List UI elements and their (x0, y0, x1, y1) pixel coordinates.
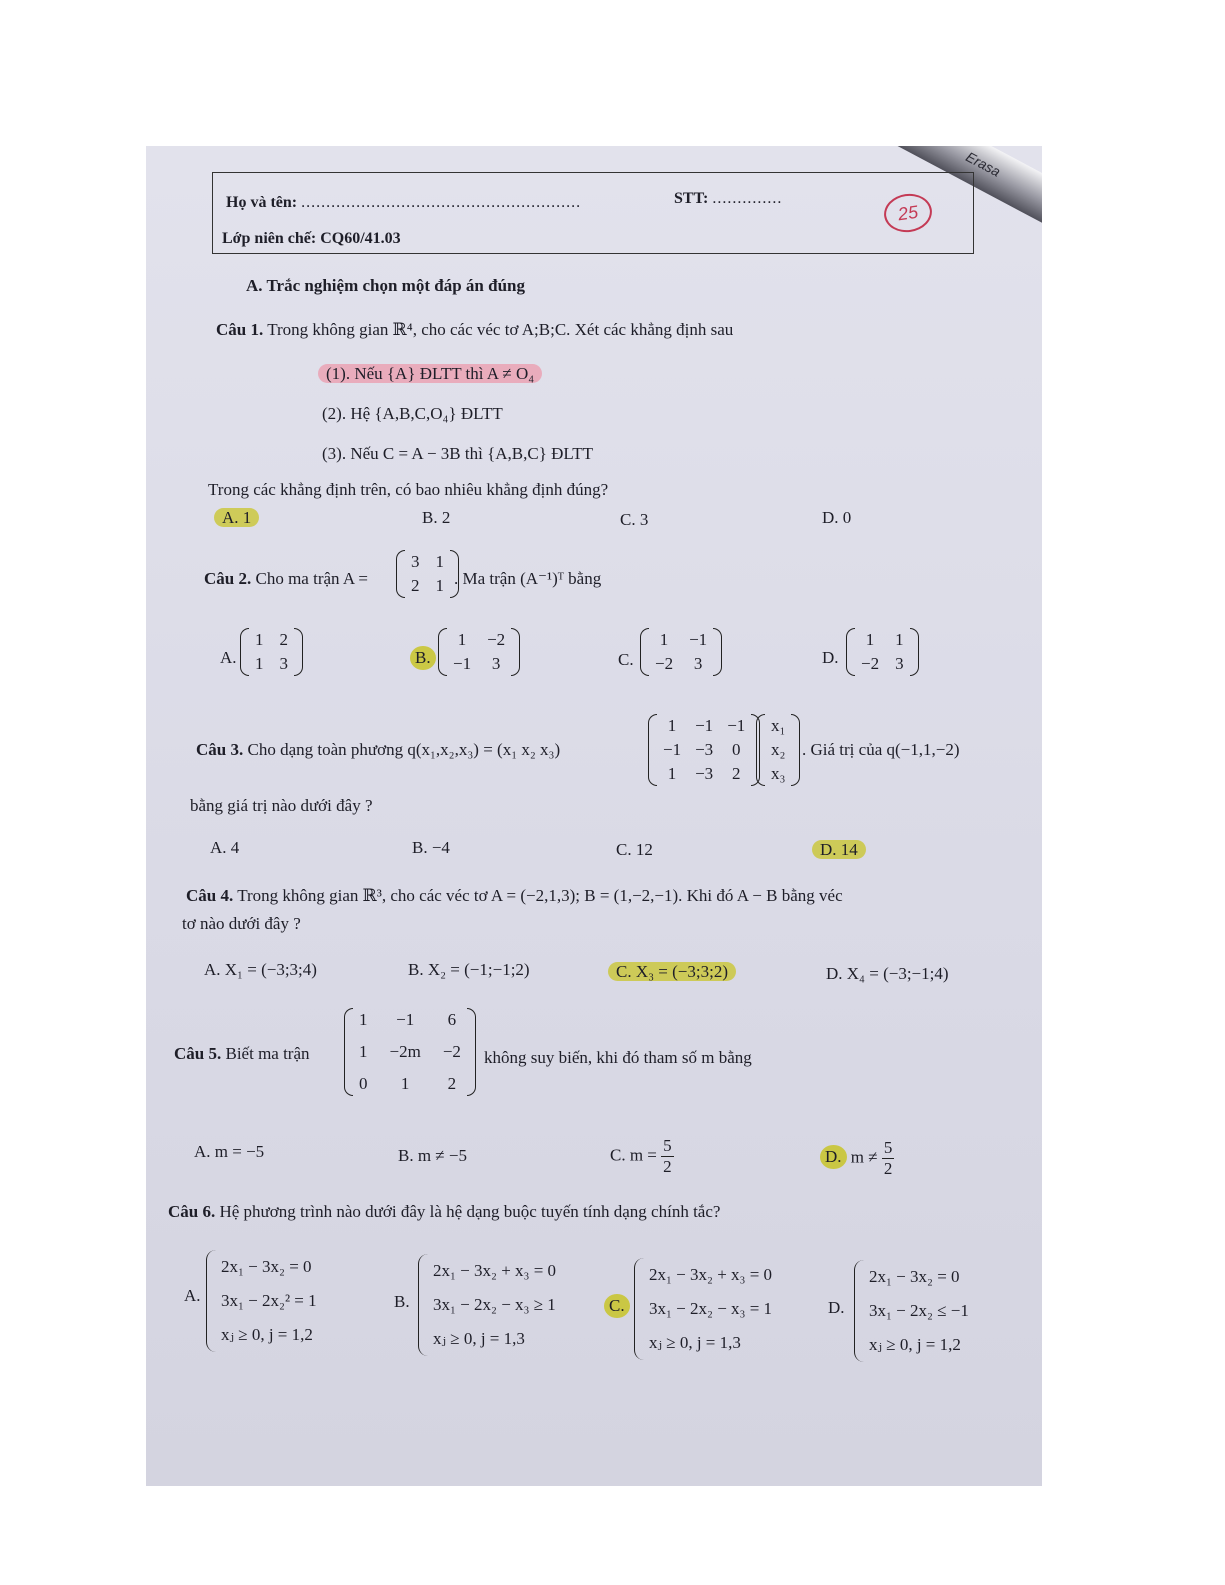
q2-matrix-a: 3 1 2 1 (396, 550, 459, 598)
q5-option-d (820, 1138, 894, 1179)
q2-option-a-label: A. (220, 648, 237, 667)
name-dots: ........................................................ (301, 194, 582, 211)
q2-option-c-label: C. (618, 650, 634, 669)
q5-text-1: Biết ma trận (225, 1044, 310, 1063)
q6-option-d-system: 2x₁ − 3x₂ = 0 3x₁ − 2x₂ ≤ −1 xⱼ ≥ 0, j = 1,2 (854, 1260, 969, 1362)
q3-vector: x₁ x₂ x₃ (756, 714, 800, 786)
q4-option-a: A. X₁ = (−3;3;4) (204, 960, 317, 979)
question-4 (186, 886, 843, 906)
q2-text-1: Cho ma trận A = (255, 569, 369, 588)
q3-text-1: Cho dạng toàn phương q(x₁,x₂,x₃) = (x₁ x₂ x₃) (247, 740, 561, 759)
question-2 (204, 569, 368, 589)
q1-statement-3: (3). Nếu C = A − 3B thì {A,B,C} ĐLTT (322, 444, 593, 463)
q3-option-c: C. 12 (616, 840, 653, 859)
section-title: A. Trắc nghiệm chọn một đáp án đúng (246, 276, 525, 295)
q6-option-c-label (604, 1294, 630, 1318)
name-field (226, 194, 581, 212)
q1-option-d: D. 0 (822, 508, 852, 527)
stt-dots: .............. (712, 190, 783, 207)
q2-option-c-matrix: 1 −1 −2 3 (640, 628, 722, 676)
q5-label: Câu 5. (174, 1044, 222, 1063)
q6-option-c-system: 2x₁ − 3x₂ + x₃ = 0 3x₁ − 2x₂ − x₃ = 1 xⱼ ≥ 0, j = 1,3 (634, 1258, 772, 1360)
q5-matrix: 1 −1 6 1 −2m −2 0 1 2 (344, 1008, 476, 1096)
q1-statement-1-text: (1). Nếu {A} ĐLTT thì A ≠ O₄ (318, 364, 542, 383)
q6-label: Câu 6. (168, 1202, 216, 1221)
stt-label: STT: (674, 190, 709, 207)
q3-text-2: . Giá trị của q(−1,1,−2) (802, 740, 960, 759)
q1-label: Câu 1. (216, 320, 264, 339)
q3-option-b: B. −4 (412, 838, 450, 857)
q5-option-d-fraction: $\frac{5}{2}$ (883, 1138, 893, 1178)
q1-text: Trong không gian ℝ⁴, cho các véc tơ A;B;C. Xét các khẳng định sau (267, 320, 734, 339)
q4-option-c (608, 962, 736, 982)
q2-option-d-label: D. (822, 648, 839, 667)
q6-option-c-marker: C. (604, 1294, 630, 1318)
class-label: Lớp niên chế: CQ60/41.03 (222, 230, 401, 247)
question-5 (174, 1044, 310, 1064)
q4-option-d: D. X₄ = (−3;−1;4) (826, 964, 949, 983)
q5-option-d-text: m ≠ (850, 1147, 878, 1167)
question-1 (216, 320, 733, 340)
q3-option-d (812, 840, 866, 860)
q5-option-c-fraction: $\frac{5}{2}$ (663, 1136, 672, 1176)
q1-statement-1 (318, 364, 542, 384)
stt-field (674, 190, 782, 208)
q3-label: Câu 3. (196, 740, 244, 759)
q3-option-a: A. 4 (210, 838, 240, 857)
q1-statement-2: (2). Hệ {A,B,C,O₄} ĐLTT (322, 404, 503, 423)
q2-option-b-matrix: 1 −2 −1 3 (438, 628, 520, 676)
q1-option-c: C. 3 (620, 510, 649, 529)
q5-option-c (610, 1136, 674, 1177)
q5-option-b: B. m ≠ −5 (398, 1146, 467, 1165)
q4-option-c-text: C. X₃ = (−3;3;2) (608, 962, 736, 981)
q6-option-d-label: D. (828, 1298, 845, 1317)
pen-brand: Erasa (963, 148, 1004, 180)
question-3 (196, 740, 560, 760)
q2-option-d-matrix: 1 1 −2 3 (846, 628, 919, 676)
q4-label: Câu 4. (186, 886, 234, 905)
q5-option-a: A. m = −5 (194, 1142, 265, 1161)
q6-option-b-label: B. (394, 1292, 410, 1311)
q1-question: Trong các khẳng định trên, có bao nhiêu khẳng định đúng? (208, 480, 609, 499)
question-6 (168, 1202, 720, 1222)
q2-text-2: . Ma trận (A⁻¹)ᵀ bằng (454, 569, 602, 588)
q6-option-a-label: A. (184, 1286, 201, 1305)
q1-option-a (214, 508, 259, 528)
q3-matrix: 1 −1 −1 −1 −3 0 1 −3 2 (648, 714, 760, 786)
exam-paper (146, 146, 1042, 1486)
q1-option-a-text: A. 1 (214, 508, 259, 527)
q4-text-1: Trong không gian ℝ³, cho các véc tơ A = (−2,1,3); B = (1,−2,−1). Khi đó A − B bằng véc (237, 886, 843, 905)
handwritten-score: 25 (882, 191, 935, 235)
q2-option-b-label (410, 646, 436, 670)
q1-option-b: B. 2 (422, 508, 451, 527)
q5-option-c-text: C. m = (610, 1145, 657, 1165)
q6-option-a-system: 2x₁ − 3x₂ = 0 3x₁ − 2x₂² = 1 xⱼ ≥ 0, j = 1,2 (206, 1250, 317, 1352)
q2-option-a-matrix: 1 2 1 3 (240, 628, 303, 676)
q4-option-b: B. X₂ = (−1;−1;2) (408, 960, 530, 979)
q5-text-2: không suy biến, khi đó tham số m bằng (484, 1048, 752, 1067)
q5-option-d-marker: D. (820, 1145, 847, 1169)
q2-option-b-marker: B. (410, 646, 436, 670)
q6-option-b-system: 2x₁ − 3x₂ + x₃ = 0 3x₁ − 2x₂ − x₃ ≥ 1 xⱼ ≥ 0, j = 1,3 (418, 1254, 556, 1356)
q4-text-2: tơ nào dưới đây ? (182, 914, 301, 933)
q2-label: Câu 2. (204, 569, 252, 588)
q3-option-d-text: D. 14 (812, 840, 866, 859)
name-label: Họ và tên: (226, 194, 298, 211)
q3-text-3: bằng giá trị nào dưới đây ? (190, 796, 373, 815)
q6-text: Hệ phương trình nào dưới đây là hệ dạng buộc tuyến tính dạng chính tắc? (219, 1202, 721, 1221)
